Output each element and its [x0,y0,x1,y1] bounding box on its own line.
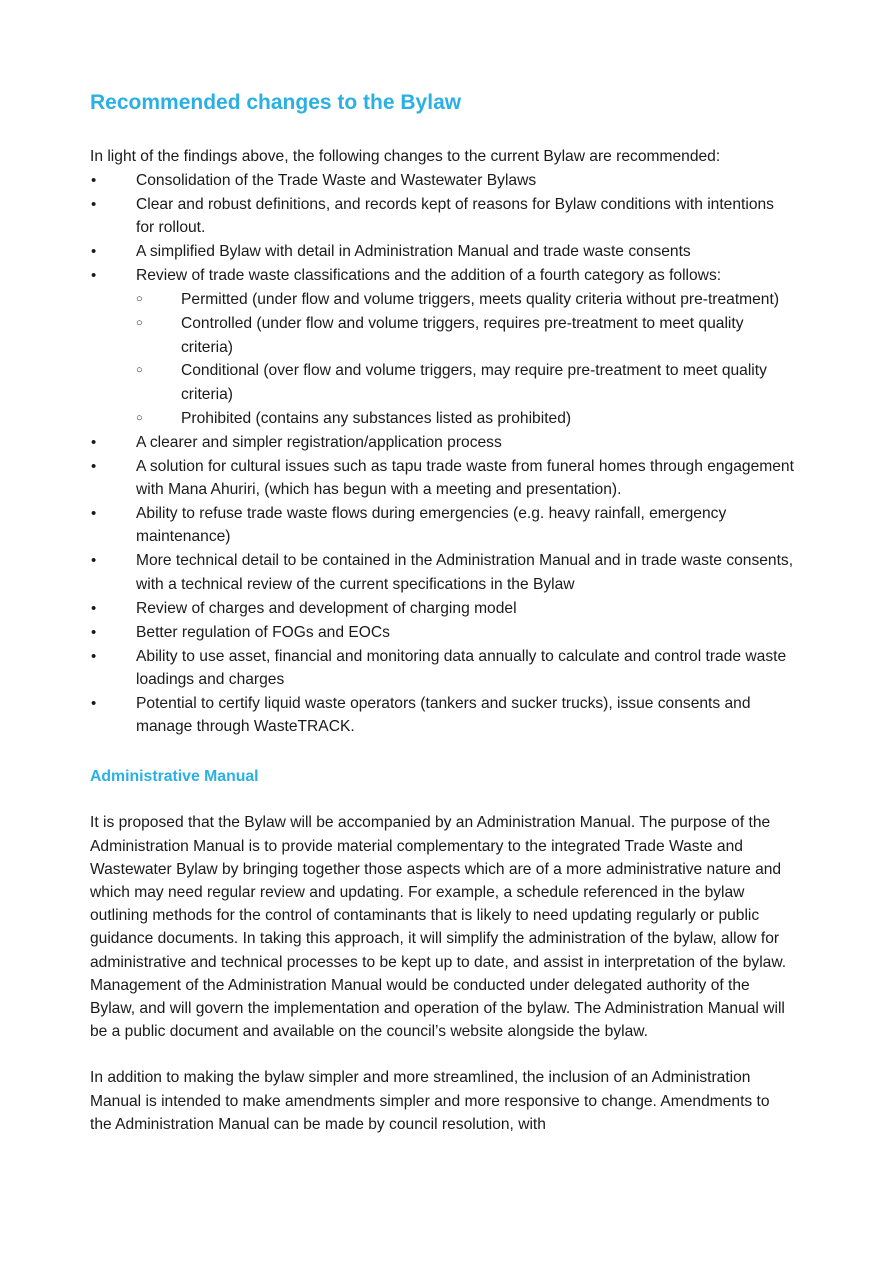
classification-sublist [136,288,795,430]
bullet-icon: • [91,505,97,523]
list-item: • A clearer and simpler registration/application process [90,431,795,454]
subsection-heading: Administrative Manual [90,768,259,786]
list-item: • Ability to use asset, financial and monitoring data annually to calculate and control trade waste loadings and charges [90,645,795,692]
bullet-icon: • [91,267,97,285]
bullet-icon: • [91,623,97,641]
circle-bullet-icon: ○ [136,411,143,424]
bullet-icon: • [91,457,97,475]
list-item: • Ability to refuse trade waste flows during emergencies (e.g. heavy rainfall, emergency maintenance) [90,502,795,549]
sub-list-item: ○ Prohibited (contains any substances listed as prohibited) [136,407,795,430]
recommendations-list [90,169,795,738]
bullet-icon: • [91,171,97,189]
bullet-icon: • [91,694,97,712]
list-item: • Better regulation of FOGs and EOCs [90,621,795,644]
body-paragraph: In addition to making the bylaw simpler and more streamlined, the inclusion of an Administration Manual is intended to make amendments simpler and more responsive to change. Amendments to the Administration Manual can be made by council resolution, with [90,1069,770,1133]
bullet-icon: • [91,243,97,261]
list-item: • A solution for cultural issues such as tapu trade waste from funeral homes through engagement with Mana Ahuriri, (which has begun with a meeting and presentation). [90,455,795,502]
list-item: • Review of charges and development of charging model [90,597,795,620]
list-item: • More technical detail to be contained in the Administration Manual and in trade waste consents, with a technical review of the current specifications in the Bylaw [90,549,795,596]
circle-bullet-icon: ○ [136,317,143,330]
document-page [90,88,795,1136]
section-heading: Recommended changes to the Bylaw [90,91,462,114]
circle-bullet-icon: ○ [136,364,143,377]
bullet-icon: • [91,647,97,665]
list-item: • Review of trade waste classifications and the addition of a fourth category as follows: ○ Permitted (under flow and volume triggers, meets quality criteria without pre-treatment) ○ Controlled (under flow and volume triggers, requires pre-treatment to meet quality criteria) ○ Conditional (over flow and volume triggers, may require pre-treatment to meet quality criteria) ○ Prohibited (contains any substances listed as prohibited) [90,264,795,430]
list-item: • Potential to certify liquid waste operators (tankers and sucker trucks), issue consents and manage through WasteTRACK. [90,692,795,739]
bullet-icon: • [91,599,97,617]
bullet-icon: • [91,195,97,213]
circle-bullet-icon: ○ [136,293,143,306]
bullet-icon: • [91,552,97,570]
list-item: • Clear and robust definitions, and records kept of reasons for Bylaw conditions with intentions for rollout. [90,193,795,240]
sub-list-item: ○ Permitted (under flow and volume triggers, meets quality criteria without pre-treatment) [136,288,795,311]
list-item: • A simplified Bylaw with detail in Administration Manual and trade waste consents [90,240,795,263]
sub-list-item: ○ Conditional (over flow and volume triggers, may require pre-treatment to meet quality criteria) [136,359,795,406]
list-item: • Consolidation of the Trade Waste and Wastewater Bylaws [90,169,795,192]
body-paragraph: Management of the Administration Manual would be conducted under delegated authority of the Bylaw, and will govern the implementation and operation of the bylaw. The Administration Manual will be a public document and available on the council’s website alongside the bylaw. [90,976,785,1041]
body-paragraph: It is proposed that the Bylaw will be accompanied by an Administration Manual. The purpose of the Administration Manual is to provide material complementary to the integrated Trade Waste and Wastewater Bylaw by bringing together those aspects which are of a more administrative nature and which may need regular review and updating. For example, a schedule referenced in the bylaw outlining methods for the control of contaminants that is likely to need updating regularly or public guidance documents. In taking this approach, it will simplify the administration of the bylaw, allow for administrative and technical processes to be kept up to date, and assist in interpretation of the bylaw. [90,814,787,971]
intro-paragraph: In light of the findings above, the following changes to the current Bylaw are recommended: [90,148,721,165]
sub-list-item: ○ Controlled (under flow and volume triggers, requires pre-treatment to meet quality criteria) [136,312,795,359]
bullet-icon: • [91,433,97,451]
